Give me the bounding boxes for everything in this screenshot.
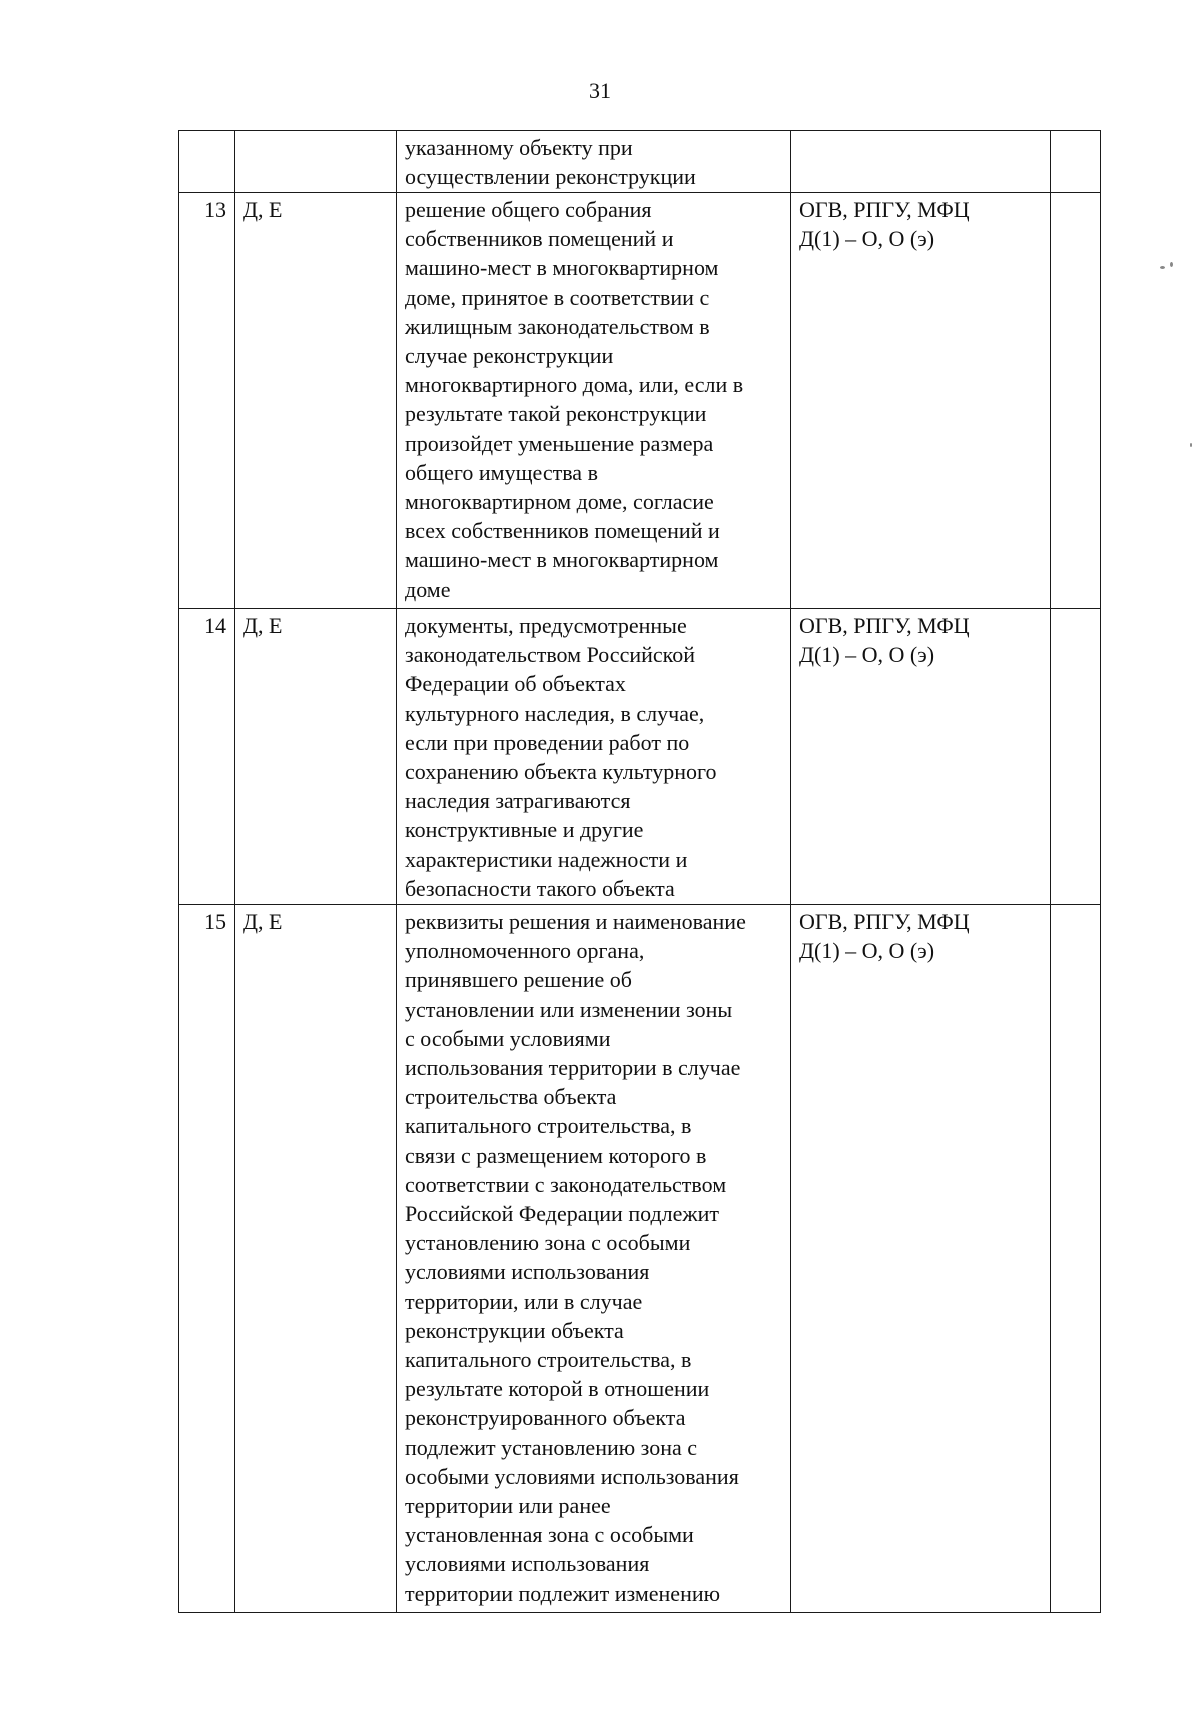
description-line: результате которой в отношении bbox=[405, 1376, 710, 1402]
description-line: уполномоченного органа, bbox=[405, 938, 645, 964]
description-line: реквизиты решения и наименование bbox=[405, 909, 746, 934]
description-line: культурного наследия, в случае, bbox=[405, 700, 705, 726]
description-line: машино-мест в многоквартирном bbox=[405, 255, 719, 281]
empty-cell bbox=[1051, 193, 1101, 609]
row-category: Д, Е bbox=[235, 905, 397, 1613]
description-line: если при проведении работ по bbox=[405, 729, 690, 755]
table-row bbox=[179, 609, 1101, 905]
description-line: Российской Федерации подлежит bbox=[405, 1201, 719, 1227]
document-source bbox=[791, 131, 1051, 193]
empty-cell bbox=[1051, 609, 1101, 905]
description-line: собственников помещений и bbox=[405, 226, 674, 252]
description-line: общего имущества в bbox=[405, 459, 598, 485]
row-category: Д, Е bbox=[235, 193, 397, 609]
source-line: Д(1) – О, О (э) bbox=[799, 226, 935, 252]
description-line: жилищным законодательством в bbox=[405, 313, 710, 339]
description-line: установлении или изменении зоны bbox=[405, 996, 733, 1022]
description-line: капитального строительства, в bbox=[405, 1113, 692, 1139]
scan-speck bbox=[1190, 443, 1192, 447]
description-line: реконструкции объекта bbox=[405, 1317, 624, 1343]
description-line: подлежит установлению зона с bbox=[405, 1434, 698, 1460]
description-line: Федерации об объектах bbox=[405, 671, 626, 697]
empty-cell bbox=[1051, 131, 1101, 193]
page-number: 31 bbox=[589, 78, 611, 103]
source-line: Д(1) – О, О (э) bbox=[799, 938, 935, 964]
row-number: 13 bbox=[179, 193, 235, 609]
description-line: реконструированного объекта bbox=[405, 1405, 686, 1431]
description-line: соответствии с законодательством bbox=[405, 1171, 727, 1197]
row-category: Д, Е bbox=[235, 609, 397, 905]
document-source bbox=[791, 609, 1051, 905]
source-line: ОГВ, РПГУ, МФЦ bbox=[799, 909, 970, 934]
document-source bbox=[791, 905, 1051, 1613]
description-line: принявшего решение об bbox=[405, 967, 632, 993]
description-line: случае реконструкции bbox=[405, 343, 614, 369]
table-body bbox=[179, 131, 1101, 1613]
document-description bbox=[397, 193, 791, 609]
description-line: конструктивные и другие bbox=[405, 817, 644, 843]
description-line: территории подлежит изменению bbox=[405, 1580, 721, 1606]
row-number: 14 bbox=[179, 609, 235, 905]
description-line: территории или ранее bbox=[405, 1493, 611, 1519]
description-line: условиями использования bbox=[405, 1259, 650, 1285]
scan-speck bbox=[1160, 266, 1165, 269]
description-line: решение общего собрания bbox=[405, 197, 652, 222]
description-line: капитального строительства, в bbox=[405, 1347, 692, 1373]
table-row bbox=[179, 193, 1101, 609]
documents-table bbox=[178, 130, 1101, 1613]
description-line: машино-мест в многоквартирном bbox=[405, 547, 719, 573]
description-line: законодательством Российской bbox=[405, 642, 695, 668]
description-line: многоквартирном доме, согласие bbox=[405, 489, 714, 515]
document-description bbox=[397, 131, 791, 193]
description-line: характеристики надежности и bbox=[405, 846, 688, 872]
row-number bbox=[179, 131, 235, 193]
scan-speck bbox=[1170, 262, 1173, 267]
table-row bbox=[179, 131, 1101, 193]
empty-cell bbox=[1051, 905, 1101, 1613]
description-line: сохранению объекта культурного bbox=[405, 759, 717, 785]
source-line: ОГВ, РПГУ, МФЦ bbox=[799, 197, 970, 222]
description-line: с особыми условиями bbox=[405, 1025, 611, 1051]
document-description bbox=[397, 609, 791, 905]
description-line: строительства объекта bbox=[405, 1084, 617, 1110]
source-line: ОГВ, РПГУ, МФЦ bbox=[799, 613, 970, 638]
document-description bbox=[397, 905, 791, 1613]
table-row bbox=[179, 905, 1101, 1613]
description-line: произойдет уменьшение размера bbox=[405, 430, 714, 456]
description-line: использования территории в случае bbox=[405, 1055, 741, 1081]
description-line: результате такой реконструкции bbox=[405, 401, 707, 427]
description-line: наследия затрагиваются bbox=[405, 788, 631, 814]
description-line: особыми условиями использования bbox=[405, 1463, 739, 1489]
row-category bbox=[235, 131, 397, 193]
row-number: 15 bbox=[179, 905, 235, 1613]
description-line: доме bbox=[405, 576, 451, 602]
description-line: доме, принятое в соответствии с bbox=[405, 284, 710, 310]
description-line: территории, или в случае bbox=[405, 1288, 643, 1314]
description-line: связи с размещением которого в bbox=[405, 1142, 707, 1168]
description-line: установлению зона с особыми bbox=[405, 1230, 691, 1256]
description-line: всех собственников помещений и bbox=[405, 518, 720, 544]
description-line: указанному объекту при bbox=[405, 135, 633, 160]
description-line: осуществлении реконструкции bbox=[405, 164, 696, 190]
description-line: условиями использования bbox=[405, 1551, 650, 1577]
source-line: Д(1) – О, О (э) bbox=[799, 642, 935, 668]
description-line: безопасности такого объекта bbox=[405, 875, 675, 901]
description-line: установленная зона с особыми bbox=[405, 1522, 694, 1548]
description-line: многоквартирного дома, или, если в bbox=[405, 372, 744, 398]
description-line: документы, предусмотренные bbox=[405, 613, 687, 638]
document-source bbox=[791, 193, 1051, 609]
